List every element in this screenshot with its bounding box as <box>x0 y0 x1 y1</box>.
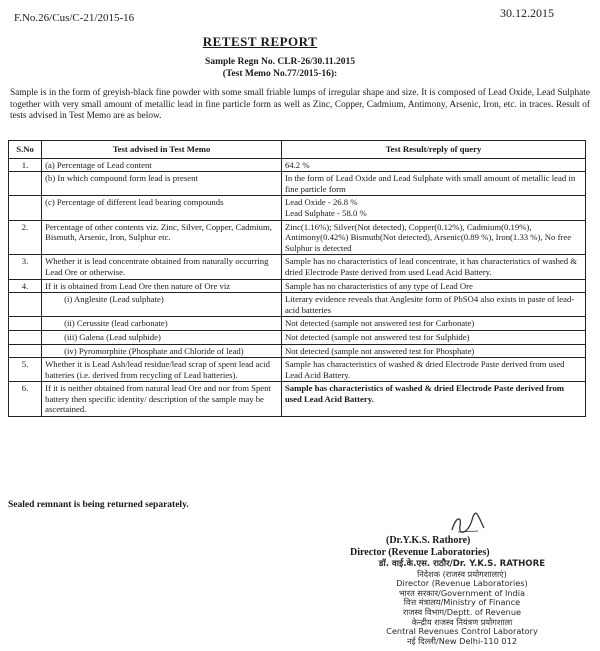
signature-image <box>448 512 488 536</box>
table-row <box>9 196 586 220</box>
row-test: Whether it is Lead Ash/lead residue/lead scrap of spent lead acid batteries (i.e. derived from recycling of Lead batteries). <box>42 358 282 382</box>
row-result: Not detected (sample not answered test for Phosphate) <box>281 344 585 358</box>
sample-registration <box>0 56 560 80</box>
row-result: Sample has no characteristics of lead concentrate, it has characteristics of washed & dried Electrode Paste derived from used Lead Acid Battery. <box>281 255 585 279</box>
row-result: Literary evidence reveals that Anglesite form of PbSO4 also exists in paste of lead-acid batteries <box>281 293 585 317</box>
row-test: (iv) Pyromorphite (Phosphate and Chloride of lead) <box>42 344 282 358</box>
signatory-name: (Dr.Y.K.S. Rathore) <box>386 535 471 546</box>
row-test: (a) Percentage of Lead content <box>42 158 282 172</box>
row-test: (iii) Galena (Lead sulphide) <box>42 330 282 344</box>
table-row <box>9 172 586 196</box>
stamp-line: केन्द्रीय राजस्व नियंत्रण प्रयोगशाला <box>411 616 513 627</box>
row-test: If it is obtained from Lead Ore then nature of Ore viz <box>42 279 282 293</box>
row-test: (ii) Cerussite (lead carbonate) <box>42 317 282 331</box>
table-row <box>9 317 586 331</box>
stamp-line: भारत सरकार/Government of India <box>398 587 526 598</box>
row-sno <box>9 344 42 358</box>
row-sno <box>9 330 42 344</box>
col-header-sno: S.No <box>9 141 42 159</box>
row-result <box>281 196 585 220</box>
row-result: Zinc(1.16%); Silver(Not detected), Copper(0.12%), Cadmium(0.19%), Antimony(0.42%) Bismuth(Not detected), Arsenic(0.89 %), Iron(1.33 %), No free Sulphur is detected <box>281 220 585 255</box>
row-test: If it is neither obtained from natural lead Ore and nor from Spent battery then specific identity/ description of the sample may be ascertained. <box>42 382 282 417</box>
row-sno: 4. <box>9 279 42 293</box>
row-sno: 5. <box>9 358 42 382</box>
test-memo-number: (Test Memo No.77/2015-16): <box>222 69 338 79</box>
table-row <box>9 330 586 344</box>
table-row <box>9 279 586 293</box>
table-header-row <box>9 141 586 159</box>
col-header-result: Test Result/reply of query <box>281 141 585 159</box>
table-row <box>9 255 586 279</box>
stamp-line: राजस्व विभाग/Deptt. of Revenue <box>402 606 522 617</box>
row-result: 64.2 % <box>281 158 585 172</box>
table-row <box>9 382 586 417</box>
row-result: Not detected (sample not answered test for Carbonate) <box>281 317 585 331</box>
row-sno: 1. <box>9 158 42 172</box>
table-row <box>9 358 586 382</box>
results-table <box>8 140 586 417</box>
row-sno <box>9 196 42 220</box>
stamp-line: वित्त मंत्रालय/Ministry of Finance <box>403 597 521 608</box>
row-test: Percentage of other contents viz. Zinc, Silver, Copper, Cadmium, Bismuth, Arsenic, Iron, Sulphur etc. <box>42 220 282 255</box>
row-sno <box>9 293 42 317</box>
table-row <box>9 158 586 172</box>
row-sno <box>9 317 42 331</box>
sample-regn-number: Sample Regn No. CLR-26/30.11.2015 <box>205 57 355 67</box>
table-row <box>9 220 586 255</box>
report-title: RETEST REPORT <box>202 34 318 49</box>
file-number: F.No.26/Cus/C-21/2015-16 <box>14 12 135 24</box>
report-date: 30.12.2015 <box>500 6 554 20</box>
stamp-line: Director (Revenue Laboratories) <box>396 578 528 589</box>
row-result: In the form of Lead Oxide and Lead Sulphate with small amount of metallic lead in fine particle form <box>281 172 585 196</box>
stamp-line: निदेशक (राजस्व प्रयोगशालाएं) <box>417 568 507 579</box>
official-stamp <box>332 560 592 646</box>
table-row <box>9 293 586 317</box>
row-test: (i) Anglesite (Lead sulphate) <box>42 293 282 317</box>
row-sno: 2. <box>9 220 42 255</box>
col-header-test: Test advised in Test Memo <box>42 141 282 159</box>
result-lead-oxide: Lead Oxide - 26.8 % <box>284 197 358 208</box>
result-lead-sulphate: Lead Sulphate - 58.0 % <box>284 207 367 218</box>
sample-description: Sample is in the form of greyish-black fine powder with some small friable lumps of irregular shape and size. It is composed of Lead Oxide, Lead Sulphate together with very small amount of metallic lead in fine particle form as well as Zinc, Copper, Cadmium, Antimony, Arsenic, Iron, etc. in traces. Result of tests advised in Test Memo are as below. <box>10 88 590 121</box>
row-sno: 6. <box>9 382 42 417</box>
signatory-designation: Director (Revenue Laboratories) <box>350 547 490 558</box>
sealed-remnant-note: Sealed remnant is being returned separately. <box>8 500 189 510</box>
row-result: Sample has characteristics of washed & dried Electrode Paste derived from used Lead Acid Battery. <box>281 382 585 417</box>
table-row <box>9 344 586 358</box>
stamp-line: Central Revenues Control Laboratory <box>386 626 538 637</box>
row-test: (b) In which compound form lead is present <box>42 172 282 196</box>
row-result: Sample has no characteristics of any type of Lead Ore <box>281 279 585 293</box>
row-test: Whether it is lead concentrate obtained from naturally occurring Lead Ore or otherwise. <box>42 255 282 279</box>
stamp-line: डॉ. वाई.के.एस. राठौर/Dr. Y.K.S. RATHORE <box>378 559 546 569</box>
stamp-line: नई दिल्ली/New Delhi-110 012 <box>406 635 518 646</box>
row-test: (c) Percentage of different lead bearing compounds <box>42 196 282 220</box>
row-sno <box>9 172 42 196</box>
row-result: Sample has characteristics of washed & dried Electrode Paste derived from used Lead Acid Battery. <box>281 358 585 382</box>
row-sno: 3. <box>9 255 42 279</box>
row-result: Not detected (sample not answered test for Sulphide) <box>281 330 585 344</box>
